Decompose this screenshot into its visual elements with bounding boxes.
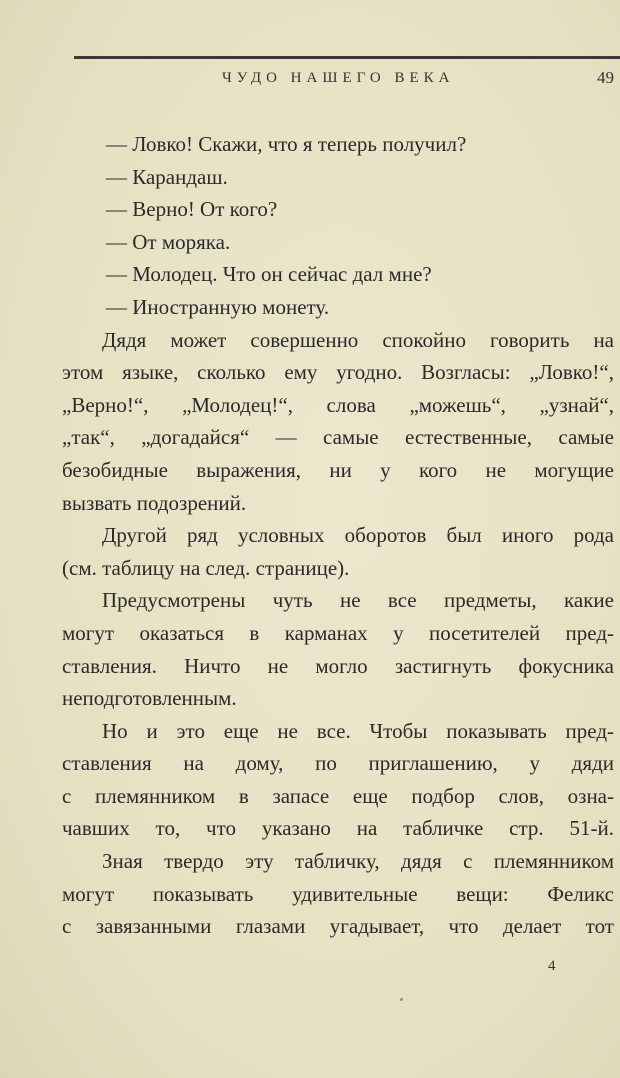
text-line: ставления. Ничто не могло застигнуть фокусника [62, 653, 614, 678]
text-line: безобидные выражения, ни у кого не могущие [62, 457, 614, 482]
ink-speck [400, 998, 403, 1001]
page-number: 49 [597, 68, 614, 87]
text-line: Другой ряд условных оборотов был иного рода [102, 523, 614, 548]
dialogue-line: — Верно! От кого? [106, 197, 278, 222]
text-line: ставления на дому, по приглашению, у дяди [62, 751, 614, 776]
dialogue-line: — Молодец. Что он сейчас дал мне? [106, 262, 432, 287]
text-line: с завязанными глазами угадывает, что делает тот [62, 914, 614, 939]
dialogue-line: — Карандаш. [106, 164, 228, 189]
text-line: Дядя может совершенно спокойно говорить на [102, 327, 614, 352]
dialogue-line: — Иностранную монету. [106, 294, 330, 319]
header-rule [74, 56, 620, 59]
dialogue-line: — От моряка. [106, 229, 231, 254]
text-line: могут показывать удивительные вещи: Феликс [62, 881, 614, 906]
running-head [74, 70, 620, 94]
text-line: чавших то, что указано на табличке стр. 51-й. [62, 816, 614, 841]
text-line: „Верно!“, „Молодец!“, слова „можешь“, „узнай“, [62, 392, 614, 417]
running-title: ЧУДО НАШЕГО ВЕКА [222, 70, 455, 86]
text-line: Предусмотрены чуть не все предметы, какие [102, 588, 614, 613]
text-line: (см. таблицу на след. странице). [62, 555, 350, 580]
text-line: вызвать подозрений. [62, 490, 247, 515]
text-line: неподготовленным. [62, 686, 237, 711]
text-line: Но и это еще не все. Чтобы показывать пред- [102, 718, 614, 743]
text-line: этом языке, сколько ему угодно. Возгласы: „Ловко!“, [62, 360, 614, 385]
text-line: могут оказаться в карманах у посетителей пред- [62, 620, 614, 645]
body-text [62, 128, 614, 943]
signature-mark: 4 [548, 958, 556, 974]
dialogue-line: — Ловко! Скажи, что я теперь получил? [106, 132, 467, 156]
text-line: с племянником в запасе еще подбор слов, озна- [62, 783, 614, 808]
text-line: „так“, „догадайся“ — самые естественные, самые [62, 425, 614, 450]
text-line: Зная твердо эту табличку, дядя с племянником [102, 849, 614, 874]
